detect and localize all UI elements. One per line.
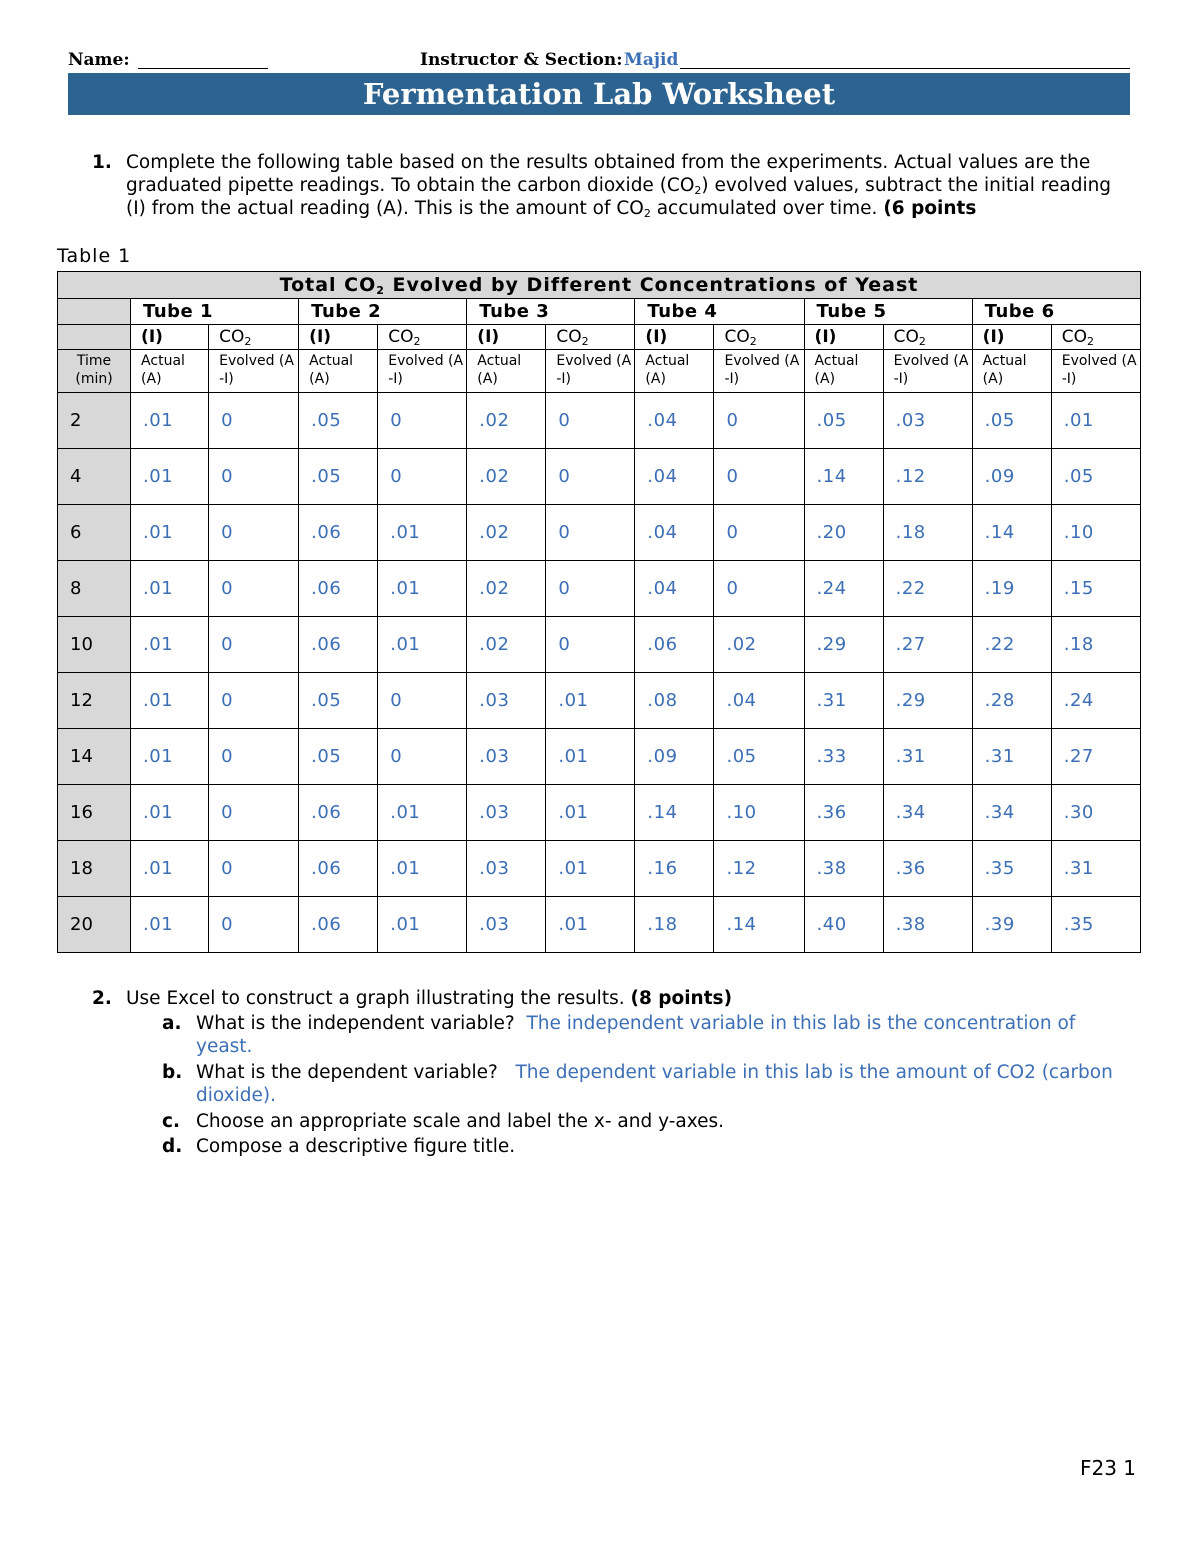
actual-value-cell: .34 <box>972 785 1051 841</box>
time-cell: 4 <box>58 449 131 505</box>
instructor-label: Instructor & Section: <box>420 50 623 70</box>
evolved-value-cell: 0 <box>546 505 635 561</box>
actual-value-cell: .03 <box>467 897 546 953</box>
evolved-value-cell: .12 <box>883 449 972 505</box>
evolved-label: Evolved (A-I) <box>378 350 467 393</box>
evolved-label: Evolved (A-I) <box>714 350 804 393</box>
evolved-value-cell: .27 <box>883 617 972 673</box>
actual-value-cell: .01 <box>131 505 209 561</box>
tube-header: Tube 4 <box>635 299 804 325</box>
worksheet-header <box>68 48 1130 72</box>
actual-value-cell: .14 <box>804 449 883 505</box>
evolved-value-cell: .05 <box>1051 449 1140 505</box>
actual-value-cell: .02 <box>467 393 546 449</box>
evolved-value-cell: 0 <box>209 729 299 785</box>
actual-value-cell: .04 <box>635 561 714 617</box>
name-blank-line <box>138 68 268 69</box>
q1-sub: 2 <box>694 184 702 197</box>
time-cell: 10 <box>58 617 131 673</box>
time-header-blank <box>58 299 131 325</box>
evolved-value-cell: .36 <box>883 841 972 897</box>
table-row <box>58 785 1141 841</box>
question-1-number: 1. <box>92 152 112 173</box>
actual-value-cell: .29 <box>804 617 883 673</box>
actual-value-cell: .06 <box>635 617 714 673</box>
evolved-value-cell: .01 <box>546 841 635 897</box>
actual-value-cell: .04 <box>635 393 714 449</box>
actual-value-cell: .02 <box>467 449 546 505</box>
evolved-value-cell: .38 <box>883 897 972 953</box>
actual-value-cell: .02 <box>467 617 546 673</box>
evolved-value-cell: .04 <box>714 673 804 729</box>
actual-label: Actual (A) <box>299 350 378 393</box>
actual-value-cell: .38 <box>804 841 883 897</box>
evolved-value-cell: .03 <box>883 393 972 449</box>
evolved-value-cell: 0 <box>546 617 635 673</box>
actual-label: Actual (A) <box>804 350 883 393</box>
tube-header: Tube 2 <box>299 299 467 325</box>
results-table <box>57 271 1141 953</box>
evolved-label: Evolved (A-I) <box>546 350 635 393</box>
actual-value-cell: .35 <box>972 841 1051 897</box>
question-2-number: 2. <box>92 988 112 1009</box>
actual-value-cell: .31 <box>972 729 1051 785</box>
actual-label: Actual (A) <box>972 350 1051 393</box>
tube-header: Tube 3 <box>467 299 635 325</box>
initial-subheader: (I) <box>635 325 714 350</box>
table-label: Table 1 <box>57 245 132 267</box>
time-cell: 12 <box>58 673 131 729</box>
table-caption: Total $CO_2$ Evolved by Different Concentrations of Yeast <box>58 272 1141 299</box>
evolved-value-cell: 0 <box>209 505 299 561</box>
actual-value-cell: .01 <box>131 449 209 505</box>
actual-value-cell: .02 <box>467 561 546 617</box>
evolved-label: Evolved (A-I) <box>209 350 299 393</box>
evolved-value-cell: 0 <box>209 393 299 449</box>
table-row <box>58 841 1141 897</box>
actual-value-cell: .01 <box>131 897 209 953</box>
evolved-label: Evolved (A-I) <box>1051 350 1140 393</box>
time-cell: 14 <box>58 729 131 785</box>
actual-value-cell: .05 <box>804 393 883 449</box>
evolved-value-cell: .01 <box>378 785 467 841</box>
actual-value-cell: .20 <box>804 505 883 561</box>
evolved-value-cell: .01 <box>546 897 635 953</box>
table-row <box>58 561 1141 617</box>
actual-value-cell: .05 <box>972 393 1051 449</box>
actual-value-cell: .40 <box>804 897 883 953</box>
actual-value-cell: .06 <box>299 505 378 561</box>
instructor-blank-line <box>680 68 1130 69</box>
actual-value-cell: .06 <box>299 561 378 617</box>
evolved-value-cell: 0 <box>209 561 299 617</box>
evolved-value-cell: .27 <box>1051 729 1140 785</box>
co2-subheader: $CO_2$ <box>378 325 467 350</box>
answer-2b: The dependent variable in this lab is the amount of CO2 (carbon dioxide). <box>196 1062 1113 1106</box>
evolved-value-cell: 0 <box>546 561 635 617</box>
table-row <box>58 617 1141 673</box>
evolved-value-cell: .05 <box>714 729 804 785</box>
co2-subheader: $CO_2$ <box>209 325 299 350</box>
evolved-value-cell: 0 <box>378 449 467 505</box>
table-row <box>58 729 1141 785</box>
evolved-value-cell: 0 <box>209 841 299 897</box>
evolved-value-cell: .15 <box>1051 561 1140 617</box>
page-footer: F23 1 <box>1080 1456 1137 1480</box>
evolved-value-cell: .02 <box>714 617 804 673</box>
evolved-value-cell: .30 <box>1051 785 1140 841</box>
actual-value-cell: .02 <box>467 505 546 561</box>
actual-value-cell: .24 <box>804 561 883 617</box>
actual-value-cell: .06 <box>299 785 378 841</box>
actual-value-cell: .22 <box>972 617 1051 673</box>
evolved-value-cell: .29 <box>883 673 972 729</box>
actual-value-cell: .06 <box>299 617 378 673</box>
actual-label: Actual (A) <box>635 350 714 393</box>
co2-subheader: $CO_2$ <box>714 325 804 350</box>
evolved-value-cell: 0 <box>209 897 299 953</box>
table-row <box>58 449 1141 505</box>
actual-value-cell: .01 <box>131 561 209 617</box>
actual-value-cell: .18 <box>635 897 714 953</box>
evolved-value-cell: 0 <box>209 617 299 673</box>
evolved-value-cell: .34 <box>883 785 972 841</box>
actual-value-cell: .05 <box>299 729 378 785</box>
evolved-value-cell: .31 <box>883 729 972 785</box>
tube-header: Tube 6 <box>972 299 1140 325</box>
evolved-value-cell: .22 <box>883 561 972 617</box>
actual-value-cell: .04 <box>635 505 714 561</box>
actual-value-cell: .03 <box>467 841 546 897</box>
time-cell: 2 <box>58 393 131 449</box>
time-cell: 6 <box>58 505 131 561</box>
answer-2a: The independent variable in this lab is the concentration of yeast. <box>196 1013 1076 1057</box>
evolved-value-cell: .01 <box>546 673 635 729</box>
evolved-value-cell: 0 <box>209 785 299 841</box>
evolved-value-cell: 0 <box>714 561 804 617</box>
evolved-value-cell: 0 <box>714 505 804 561</box>
evolved-value-cell: .01 <box>1051 393 1140 449</box>
actual-value-cell: .28 <box>972 673 1051 729</box>
time-cell: 20 <box>58 897 131 953</box>
actual-value-cell: .01 <box>131 673 209 729</box>
tube-header: Tube 5 <box>804 299 972 325</box>
actual-value-cell: .06 <box>299 841 378 897</box>
evolved-value-cell: .18 <box>1051 617 1140 673</box>
evolved-value-cell: 0 <box>714 449 804 505</box>
actual-value-cell: .03 <box>467 673 546 729</box>
evolved-value-cell: .12 <box>714 841 804 897</box>
time-cell: 18 <box>58 841 131 897</box>
evolved-value-cell: .01 <box>378 561 467 617</box>
q1-text-b: ) evolved values, subtract the initial reading (I) from the actual reading (A). This is the amount of CO <box>126 175 1112 219</box>
initial-subheader: (I) <box>131 325 209 350</box>
actual-value-cell: .05 <box>299 449 378 505</box>
actual-label: Actual (A) <box>467 350 546 393</box>
time-cell: 8 <box>58 561 131 617</box>
initial-subheader: (I) <box>299 325 378 350</box>
evolved-value-cell: .24 <box>1051 673 1140 729</box>
instructor-value: Majid <box>624 50 679 70</box>
question-2-text: Use Excel to construct a graph illustrating the results. (8 points) <box>126 988 733 1009</box>
actual-value-cell: .08 <box>635 673 714 729</box>
q1-text-a: Complete the following table based on the results obtained from the experiments. Actual values are the graduated pipette readings. To obtain the carbon dioxide (CO <box>126 152 1091 196</box>
evolved-value-cell: 0 <box>209 449 299 505</box>
actual-value-cell: .19 <box>972 561 1051 617</box>
evolved-value-cell: .18 <box>883 505 972 561</box>
actual-value-cell: .01 <box>131 841 209 897</box>
actual-value-cell: .01 <box>131 393 209 449</box>
actual-value-cell: .39 <box>972 897 1051 953</box>
co2-subheader: $CO_2$ <box>546 325 635 350</box>
time-header-blank-2 <box>58 325 131 350</box>
evolved-value-cell: .01 <box>378 897 467 953</box>
evolved-value-cell: 0 <box>714 393 804 449</box>
evolved-value-cell: .31 <box>1051 841 1140 897</box>
co2-subheader: $CO_2$ <box>883 325 972 350</box>
time-column-label: Time (min) <box>58 350 131 393</box>
actual-value-cell: .01 <box>131 785 209 841</box>
evolved-value-cell: 0 <box>378 673 467 729</box>
evolved-value-cell: .01 <box>378 617 467 673</box>
actual-value-cell: .05 <box>299 393 378 449</box>
evolved-value-cell: 0 <box>546 449 635 505</box>
table-row <box>58 673 1141 729</box>
actual-value-cell: .36 <box>804 785 883 841</box>
time-cell: 16 <box>58 785 131 841</box>
table-row <box>58 393 1141 449</box>
evolved-value-cell: .10 <box>1051 505 1140 561</box>
evolved-value-cell: 0 <box>546 393 635 449</box>
actual-value-cell: .06 <box>299 897 378 953</box>
initial-subheader: (I) <box>972 325 1051 350</box>
actual-value-cell: .14 <box>635 785 714 841</box>
evolved-value-cell: .01 <box>378 841 467 897</box>
actual-value-cell: .03 <box>467 785 546 841</box>
actual-value-cell: .03 <box>467 729 546 785</box>
question-1 <box>92 151 1142 221</box>
evolved-value-cell: .01 <box>378 505 467 561</box>
actual-label: Actual (A) <box>131 350 209 393</box>
actual-value-cell: .09 <box>635 729 714 785</box>
actual-value-cell: .31 <box>804 673 883 729</box>
initial-subheader: (I) <box>804 325 883 350</box>
co2-subheader: $CO_2$ <box>1051 325 1140 350</box>
q1-sub-2: 2 <box>643 207 651 220</box>
actual-value-cell: .14 <box>972 505 1051 561</box>
evolved-value-cell: 0 <box>378 393 467 449</box>
actual-value-cell: .05 <box>299 673 378 729</box>
actual-value-cell: .04 <box>635 449 714 505</box>
actual-value-cell: .01 <box>131 729 209 785</box>
page-title: Fermentation Lab Worksheet <box>68 73 1130 115</box>
evolved-value-cell: .01 <box>546 729 635 785</box>
q1-text-c: accumulated over time. <box>650 198 884 219</box>
table-row <box>58 897 1141 953</box>
actual-value-cell: .33 <box>804 729 883 785</box>
tube-header: Tube 1 <box>131 299 299 325</box>
evolved-value-cell: .01 <box>546 785 635 841</box>
actual-value-cell: .09 <box>972 449 1051 505</box>
name-label: Name: <box>68 50 130 70</box>
q1-points: (6 points <box>883 198 977 219</box>
evolved-label: Evolved (A-I) <box>883 350 972 393</box>
actual-value-cell: .16 <box>635 841 714 897</box>
initial-subheader: (I) <box>467 325 546 350</box>
evolved-value-cell: .10 <box>714 785 804 841</box>
evolved-value-cell: 0 <box>378 729 467 785</box>
table-row <box>58 505 1141 561</box>
evolved-value-cell: .14 <box>714 897 804 953</box>
evolved-value-cell: .35 <box>1051 897 1140 953</box>
actual-value-cell: .01 <box>131 617 209 673</box>
question-1-text <box>126 151 1136 220</box>
evolved-value-cell: 0 <box>209 673 299 729</box>
